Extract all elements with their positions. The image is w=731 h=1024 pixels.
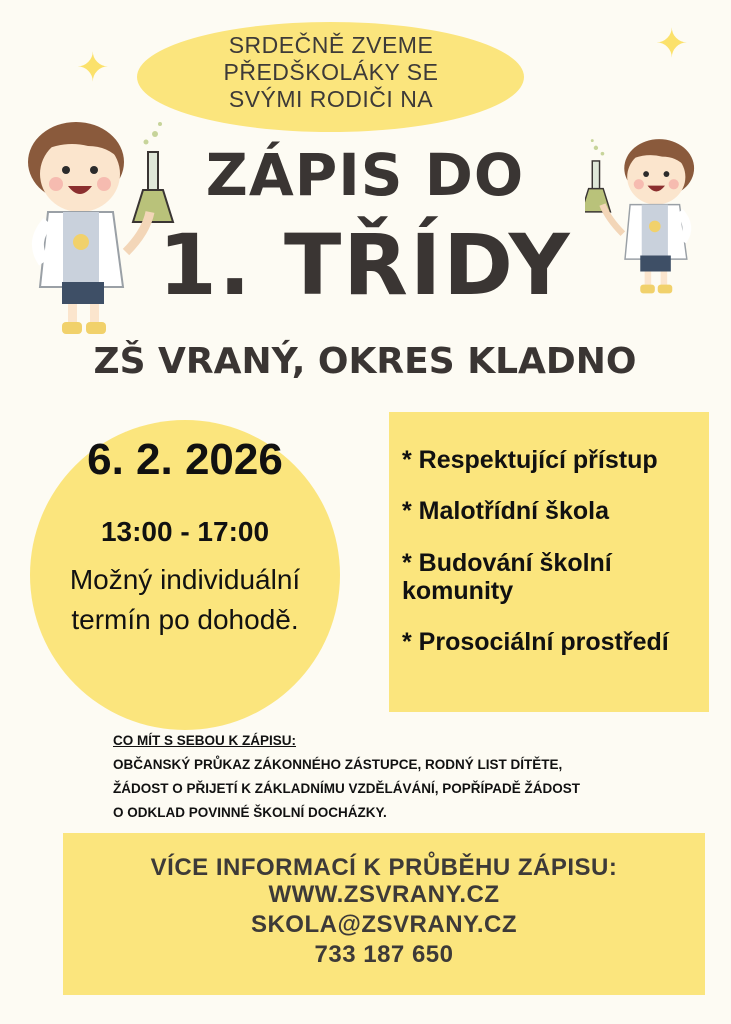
event-time: 13:00 - 17:00 [100,516,270,547]
feature-item: * Respektující přístup [402,446,658,474]
invite-line: SVÝMI RODIČI NA [228,86,434,112]
sparkle-icon: ✦ [655,21,689,67]
invite-line: SRDEČNĚ ZVEME [228,32,434,58]
info-website-link[interactable]: WWW.ZSVRANY.CZ [268,881,500,908]
event-note-line: Možný individuální [69,564,301,595]
feature-item: * Malotřídní škola [402,497,609,525]
invite-text [150,32,512,113]
invite-line: PŘEDŠKOLÁKY SE [223,59,439,85]
info-phone[interactable]: 733 187 650 [314,941,454,968]
info-email-link[interactable]: SKOLA@ZSVRANY.CZ [250,911,518,938]
feature-item: * Prosociální prostředí [402,628,669,656]
title-line-2: 1. TŘÍDY [158,216,572,314]
event-note [40,560,330,640]
info-heading: VÍCE INFORMACÍ K PRŮBĚHU ZÁPISU: [150,854,618,881]
requirements-line: O ODKLAD POVINNÉ ŠKOLNÍ DOCHÁZKY. [113,805,387,820]
title-line-1: ZÁPIS DO [205,141,525,209]
event-date: 6. 2. 2026 [87,435,283,484]
school-name: ZŠ VRANÝ, OKRES KLADNO [93,341,637,382]
sparkle-icon: ✦ [76,45,110,91]
kid-scientist-right-illustration [585,128,705,303]
feature-item: * Budování školní komunity [402,549,612,605]
requirements-line: OBČANSKÝ PRŮKAZ ZÁKONNÉHO ZÁSTUPCE, RODNÝ LIST DÍTĚTE, [113,757,563,772]
event-note-line: termín po dohodě. [71,604,299,635]
requirements-title: CO MÍT S SEBOU K ZÁPISU: [113,733,297,748]
requirements-line: ŽÁDOST O PŘIJETÍ K ZÁKLADNÍMU VZDĚLÁVÁNÍ, POPŘÍPADĚ ŽÁDOST [113,781,581,796]
